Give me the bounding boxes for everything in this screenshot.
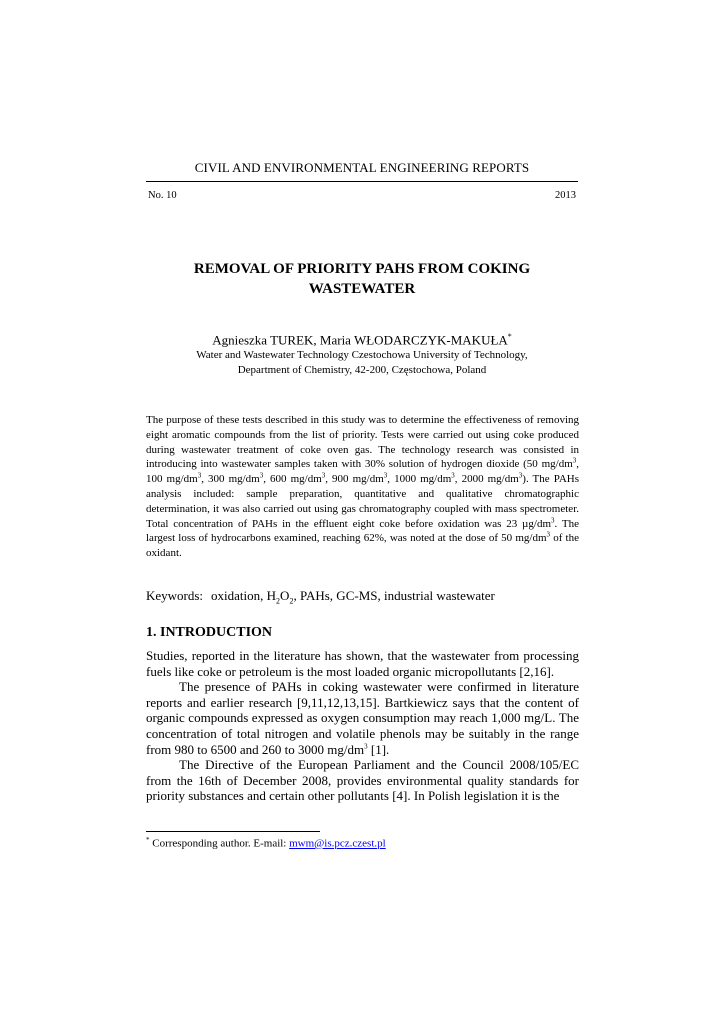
affiliation <box>146 348 578 377</box>
paragraph-text: [1]. <box>367 741 390 757</box>
abstract-text: , 1000 mg/dm <box>387 473 452 486</box>
abstract-text: , 100 mg/dm <box>146 458 579 486</box>
keywords-text: O <box>280 588 290 603</box>
abstract-text: , 2000 mg/dm <box>454 473 519 486</box>
subscript: 2 <box>276 596 281 606</box>
affiliation-line-2: Department of Chemistry, 42-200, Częstochowa, Poland <box>237 363 487 376</box>
keywords-text: oxidation, H <box>211 588 277 603</box>
superscript: 3 <box>551 515 555 524</box>
paragraph-text: The presence of PAHs in coking wastewater were confirmed in literature reports and earlier research [9,11,12,13,15]. Bartkiewicz says that the content of organic compounds expressed as oxygen consumption may reach 1,000 mg/L. The concentration of total nitrogen and volatile phenols may be suitably in the range from 980 to 6500 and 260 to 3000 mg/dm <box>146 679 579 757</box>
superscript: 3 <box>259 471 264 480</box>
paragraph: Studies, reported in the literature has shown, that the wastewater from processing fuels like coke or petroleum is the most loaded organic micropollutants [2,16]. <box>146 648 579 679</box>
footnote <box>146 836 386 850</box>
keywords-text: , PAHs, GC-MS, industrial wastewater <box>293 588 495 603</box>
paper-title <box>146 259 578 299</box>
subscript: 2 <box>289 596 294 606</box>
header-rule <box>146 181 578 182</box>
superscript: 3 <box>197 471 202 480</box>
title-line-2: WASTEWATER <box>308 281 416 297</box>
keywords-label: Keywords: <box>146 588 204 603</box>
superscript: 3 <box>451 471 455 480</box>
affiliation-line-1: Water and Wastewater Technology Czestochowa University of Technology, <box>196 349 528 361</box>
footnote-mark: * <box>146 836 150 844</box>
footnote-text: Corresponding author. E-mail: <box>149 837 290 850</box>
abstract-text: The purpose of these tests described in this study was to determine the effectiveness of removing eight aromatic compounds from the list of priority. Tests were carried out using coke produced during wastewater treatment of coke oven gas. The technology research was consisted in introducing into wastewater samples taken with 30% solution of hydrogen dioxide (50 mg/dm <box>146 414 579 471</box>
author-email-link[interactable]: mwm@is.pcz.czest.pl <box>289 837 386 850</box>
abstract-text: , 300 mg/dm <box>201 473 260 486</box>
keywords <box>146 588 579 606</box>
superscript: 3 <box>546 530 551 539</box>
author-names: Agnieszka TUREK, Maria WŁODARCZYK-MAKUŁA <box>212 332 508 348</box>
abstract-text: of the oxidant. <box>146 532 579 560</box>
abstract-text: ). The PAHs analysis included: sample preparation, quantitative and qualitative chromatographic determination, it was also carried out using gas chromatography coupled with mass spectrometer. Total concentration of PAHs in the effluent eight coke before oxidation was 23 µg/dm <box>146 473 579 530</box>
introduction-body <box>146 648 579 804</box>
authors <box>146 332 578 348</box>
title-line-1: REMOVAL OF PRIORITY PAHS FROM COKING <box>193 261 531 277</box>
abstract <box>146 413 579 561</box>
superscript: 3 <box>364 742 368 751</box>
journal-title: CIVIL AND ENVIRONMENTAL ENGINEERING REPORTS <box>194 160 530 175</box>
paragraph: The Directive of the European Parliament and the Council 2008/105/EC from the 16th of December 2008, provides environmental quality standards for priority substances and certain other pollutants [4]. In Polish legislation it is the <box>146 757 579 804</box>
paragraph <box>146 679 579 757</box>
issue-year: 2013 <box>555 190 576 201</box>
footnote-rule <box>146 831 320 832</box>
superscript: 3 <box>518 471 523 480</box>
abstract-text: , 600 mg/dm <box>263 473 322 486</box>
author-footnote-mark: * <box>507 332 512 341</box>
superscript: 3 <box>321 471 326 480</box>
superscript: 3 <box>383 471 388 480</box>
abstract-text: . The largest loss of hydrocarbons examined, reaching 62%, was noted at the dose of 50 mg/dm <box>146 517 580 545</box>
abstract-text: , 900 mg/dm <box>325 473 384 486</box>
section-heading-introduction: 1. INTRODUCTION <box>146 625 273 640</box>
issue-number: No. 10 <box>148 190 177 201</box>
superscript: 3 <box>572 456 577 465</box>
